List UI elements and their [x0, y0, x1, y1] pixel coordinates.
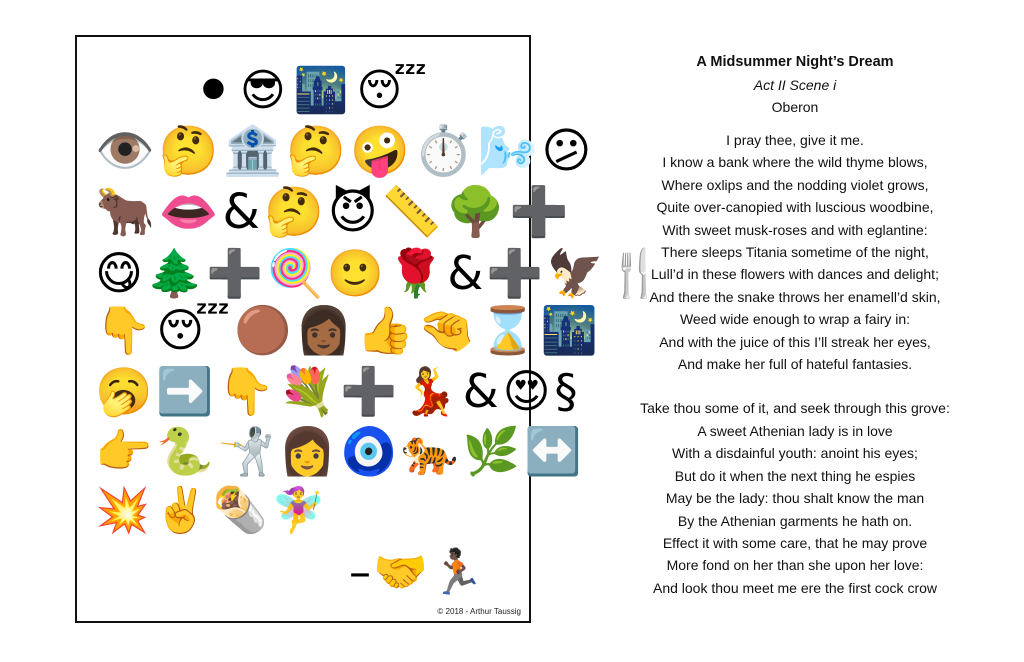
emoji-glyph: 🐍: [156, 424, 214, 478]
poem-title: A Midsummer Night’s Dream: [696, 54, 894, 70]
emoji-glyph: ➕: [486, 246, 544, 300]
poem-line: Effect it with some care, that he may prove: [662, 534, 928, 551]
poem-line: And with the juice of this I’ll streak her eyes,: [659, 333, 931, 350]
emoji-glyph: §: [554, 364, 578, 418]
emoji-glyph: 🦅: [546, 246, 604, 300]
emoji-row: [95, 184, 570, 240]
emoji-glyph: 😈: [327, 184, 378, 240]
poem-line: Lull’d in these flowers with dances and delight;: [651, 266, 939, 283]
emoji-glyph: ⏱️: [413, 123, 474, 179]
emoji-row: [95, 364, 578, 418]
emoji-glyph: &: [222, 184, 260, 240]
poem-line: Quite over-canopied with luscious woodbine,: [656, 199, 934, 216]
emoji-glyph: 💐: [278, 364, 337, 418]
emoji-glyph: 🌹: [387, 246, 445, 300]
emoji-row: [95, 424, 582, 478]
emoji-glyph: &: [447, 246, 484, 300]
emoji-glyph: 🌃: [293, 65, 349, 116]
copyright-text: © 2018 - Arthur Taussig: [437, 607, 521, 616]
emoji-glyph: ➕: [340, 364, 398, 418]
poem-line: Weed wide enough to wrap a fairy in:: [679, 311, 911, 328]
emoji-glyph: 👩: [278, 424, 337, 478]
poem-line: And make her full of hateful fantasies.: [677, 356, 913, 373]
emoji-glyph: 👩🏾: [295, 303, 353, 357]
poem-line: But do it when the next thing he espies: [674, 467, 916, 484]
emoji-row: [95, 485, 515, 536]
emoji-glyph: ⚫: [195, 65, 232, 116]
poem-line: A sweet Athenian lady is in love: [697, 422, 893, 439]
emoji-glyph: 🏃🏿: [429, 547, 485, 598]
emoji-glyph: 🤔: [158, 123, 219, 179]
emoji-glyph: ➕: [206, 246, 264, 300]
emoji-glyph: 🏦: [222, 123, 283, 179]
poem-text: [590, 50, 1000, 599]
emoji-glyph: 😕: [541, 123, 592, 179]
emoji-glyph: 😋: [95, 246, 143, 300]
emoji-glyph: 🌯: [212, 485, 268, 536]
emoji-glyph: 👄: [158, 184, 219, 240]
emoji-glyph: 👇: [217, 364, 275, 418]
emoji-glyph: 😴: [356, 65, 428, 116]
emoji-glyph: 🌿: [462, 424, 520, 478]
emoji-glyph: ⌛: [479, 303, 537, 357]
emoji-glyph: 🌬️: [477, 123, 538, 179]
emoji-glyph: 🧚‍♀️: [271, 485, 327, 536]
poem-line: By the Athenian garments he hath on.: [677, 512, 913, 529]
emoji-glyph: ✌️: [153, 485, 209, 536]
emoji-glyph: 🤔: [286, 123, 347, 179]
emoji-row: [195, 65, 615, 116]
emoji-glyph: 🤪: [350, 123, 410, 179]
poem-line: I pray thee, give it me.: [726, 132, 864, 148]
emoji-glyph: 📏: [381, 184, 442, 240]
emoji-glyph: 👍: [356, 303, 414, 357]
emoji-glyph: ➕: [509, 184, 570, 240]
emoji-row: [95, 303, 598, 357]
emoji-glyph: 🌲: [145, 246, 204, 300]
emoji-glyph: 😍: [502, 364, 551, 418]
emoji-glyph: 🌃: [540, 303, 598, 357]
poem-speaker: Oberon: [771, 99, 819, 115]
stanza-divider: [590, 375, 1000, 397]
poem-line: And there the snake throws her enamell’d skin,: [649, 288, 941, 305]
emoji-glyph: 👇: [95, 303, 153, 357]
emoji-glyph: 👁️: [95, 123, 155, 179]
poem-line: There sleeps Titania sometime of the night,: [661, 244, 929, 261]
poem-line: And look thou meet me ere the first cock crow: [652, 579, 937, 596]
emoji-glyph: 🌳: [445, 184, 506, 240]
emoji-glyph: ➡️: [156, 364, 214, 418]
poem-line: With a disdainful youth: anoint his eyes;: [672, 445, 918, 462]
emoji-row: [95, 246, 665, 300]
emoji-glyph: 🍭: [266, 246, 324, 300]
emoji-glyph: 💥: [95, 485, 150, 536]
poem-line: Where oxlips and the nodding violet grows,: [661, 176, 929, 193]
emoji-glyph: 🙂: [326, 246, 385, 300]
emoji-glyph: 👉: [95, 424, 153, 478]
emoji-glyph: 💃: [401, 364, 459, 418]
poem-line: More fond on her than she upon her love:: [666, 557, 924, 574]
emoji-glyph: 😴: [156, 303, 231, 357]
emoji-panel: [75, 35, 665, 623]
stanza-2: [590, 397, 1000, 599]
poem-line: I know a bank where the wild thyme blows,: [662, 154, 928, 171]
emoji-glyph: 🧿: [340, 424, 398, 478]
emoji-glyph: –: [349, 547, 371, 598]
emoji-glyph: ↔️: [523, 424, 582, 478]
emoji-glyph: 🤺: [217, 424, 275, 478]
emoji-glyph: 🟤: [234, 303, 292, 357]
emoji-glyph: &: [462, 364, 499, 418]
poem-line: With sweet musk-roses and with eglantine:: [662, 221, 928, 238]
poem-line: Take thou some of it, and seek through this grove:: [640, 400, 950, 417]
emoji-glyph: 😎: [239, 65, 286, 116]
stanza-1: [590, 129, 1000, 375]
emoji-glyph: 🤝: [373, 547, 428, 598]
emoji-glyph: 🤔: [263, 184, 324, 240]
poem-line: May be the lady: thou shalt know the man: [665, 490, 925, 507]
emoji-glyph: 🐂: [95, 184, 155, 240]
emoji-glyph: 🐅: [401, 424, 459, 478]
emoji-row: [95, 123, 592, 179]
emoji-glyph: 🍴: [606, 246, 665, 300]
poem-act: Act II Scene i: [753, 77, 837, 93]
emoji-glyph: 🤏: [417, 303, 476, 357]
emoji-glyph: 🥱: [95, 364, 153, 418]
